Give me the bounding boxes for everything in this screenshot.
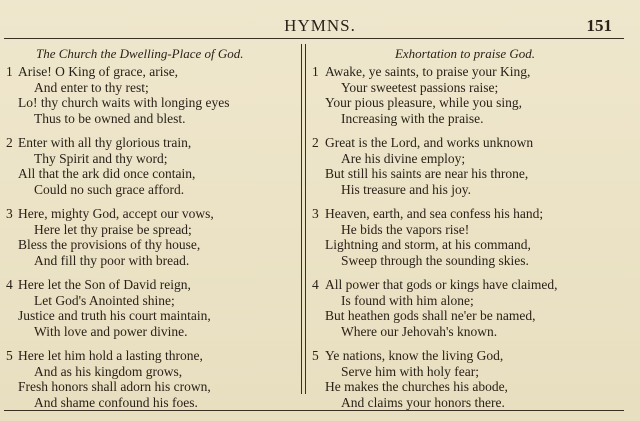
verse-line: He makes the churches his abode,	[325, 379, 508, 394]
left-hymn-title: The Church the Dwelling-Place of God.	[36, 46, 244, 61]
verse-line: Here, mighty God, accept our vows,	[18, 206, 214, 221]
verse-line: Heaven, earth, and sea confess his hand;	[325, 206, 544, 221]
right-hymn	[305, 44, 625, 419]
left-stanza-2	[0, 135, 300, 197]
verse-line: And fill thy poor with bread.	[34, 252, 190, 268]
verse-line: Lo! thy church waits with longing eyes	[18, 95, 230, 110]
page-header	[0, 16, 640, 40]
verse-line: Here let him hold a lasting throne,	[18, 348, 203, 363]
verse-line: Justice and truth his court maintain,	[18, 308, 211, 323]
verse-line: But still his saints are near his throne,	[325, 166, 529, 181]
right-stanza-5	[305, 348, 625, 410]
left-stanza-3	[0, 206, 300, 268]
stanza-number: 5	[6, 348, 13, 363]
page-number: 151	[586, 16, 612, 35]
stanza-number: 2	[6, 135, 13, 150]
stanza-number: 3	[312, 206, 319, 221]
verse-line: Awake, ye saints, to praise your King,	[325, 64, 531, 79]
verse-line: And as his kingdom grows,	[34, 363, 183, 379]
stanza-number: 2	[312, 135, 319, 150]
verse-line: All that the ark did once contain,	[18, 166, 196, 181]
verse-line: And enter to thy rest;	[34, 79, 149, 95]
verse-line: Serve him with holy fear;	[341, 363, 479, 379]
verse-line: Where our Jehovah's known.	[341, 323, 498, 339]
verse-line: He bids the vapors rise!	[341, 221, 470, 237]
verse-line: Your pious pleasure, while you sing,	[325, 95, 522, 110]
verse-line: Here let thy praise be spread;	[34, 221, 192, 237]
verse-line: Could no such grace afford.	[34, 181, 185, 197]
stanza-number: 3	[6, 206, 13, 221]
verse-line: Are his divine employ;	[341, 150, 466, 166]
stanza-number: 5	[312, 348, 319, 363]
verse-line: But heathen gods shall ne'er be named,	[325, 308, 536, 323]
verse-line: Great is the Lord, and works unknown	[325, 135, 534, 150]
verse-line: Is found with him alone;	[341, 292, 474, 308]
page-title: HYMNS.	[284, 16, 356, 35]
verse-line: Ye nations, know the living God,	[325, 348, 504, 363]
verse-line: Thus to be owned and blest.	[34, 110, 186, 126]
right-hymn-title: Exhortation to praise God.	[394, 46, 536, 61]
verse-line: Here let the Son of David reign,	[18, 277, 191, 292]
verse-line: Let God's Anointed shine;	[34, 292, 175, 308]
right-stanza-4	[305, 277, 625, 339]
verse-line: Your sweetest passions raise;	[341, 79, 499, 95]
verse-line: His treasure and his joy.	[341, 181, 471, 197]
verse-line: Lightning and storm, at his command,	[325, 237, 531, 252]
verse-line: And shame confound his foes.	[34, 394, 198, 410]
left-stanza-5	[0, 348, 300, 410]
right-stanza-2	[305, 135, 625, 197]
verse-line: Arise! O King of grace, arise,	[18, 64, 179, 79]
stanza-number: 1	[312, 64, 319, 79]
verse-line: Fresh honors shall adorn his crown,	[18, 379, 211, 394]
verse-line: With love and power divine.	[34, 323, 188, 339]
verse-line: Sweep through the sounding skies.	[341, 252, 529, 268]
stanza-number: 4	[6, 277, 13, 292]
verse-line: Enter with all thy glorious train,	[18, 135, 192, 150]
verse-line: And claims your honors there.	[341, 394, 505, 410]
left-stanza-4	[0, 277, 300, 339]
left-stanza-1	[0, 64, 300, 126]
right-stanza-3	[305, 206, 625, 268]
verse-line: Increasing with the praise.	[341, 110, 484, 126]
footer-rule	[4, 410, 624, 411]
stanza-number: 1	[6, 64, 13, 79]
verse-line: Bless the provisions of thy house,	[18, 237, 201, 252]
left-hymn	[0, 44, 300, 419]
verse-line: Thy Spirit and thy word;	[34, 150, 168, 166]
right-stanza-1	[305, 64, 625, 126]
header-rule	[4, 38, 624, 39]
verse-line: All power that gods or kings have claimed,	[325, 277, 558, 292]
stanza-number: 4	[312, 277, 319, 292]
